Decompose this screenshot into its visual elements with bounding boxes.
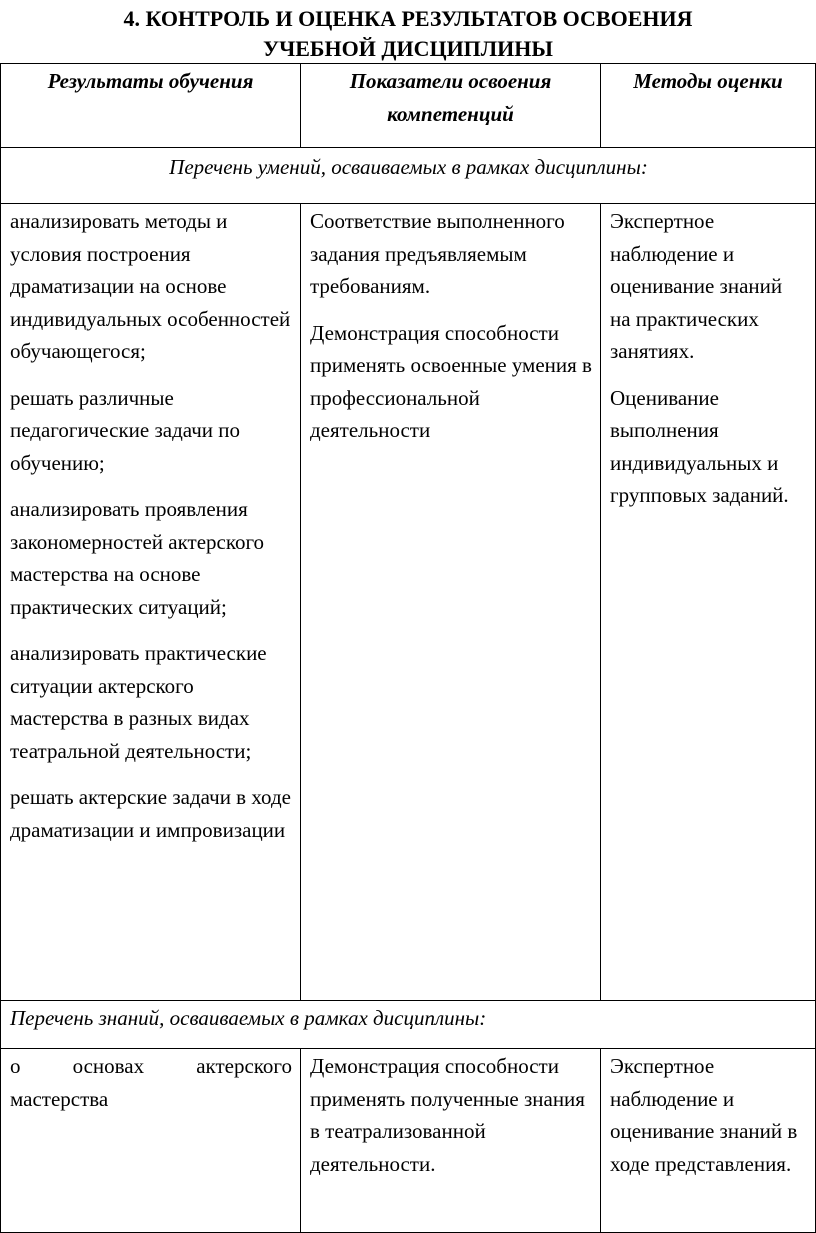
method-item: Экспертное наблюдение и оценивание знаний на практических занятиях. [610,209,783,363]
header-indicators: Показатели освоения компетенций [301,64,601,148]
section-title-knowledge: Перечень знаний, осваиваемых в рамках дисциплины: [1,1001,816,1049]
indicator-item: Демонстрация способности применять полученные знания в театрализованной деятельности. [310,1054,585,1176]
header-methods: Методы оценки [601,64,816,148]
document-title [0,0,816,64]
document-title-line-2: УЧЕБНОЙ ДИСЦИПЛИНЫ [262,36,554,61]
document-title-line-1: 4. КОНТРОЛЬ И ОЦЕНКА РЕЗУЛЬТАТОВ ОСВОЕНИЯ [123,6,693,31]
skill-item: решать различные педагогические задачи по обучению; [10,385,241,475]
skill-item: решать актерские задачи в ходе драматизации и импровизации [10,785,291,842]
skill-item: анализировать методы и условия построения драматизации на основе индивидуальных особенностей обучающегося; [10,209,291,363]
skill-item: анализировать проявления закономерностей актерского мастерства на основе практических ситуаций; [10,497,265,619]
indicator-item: Соответствие выполненного задания предъявляемым требованиям. [310,209,565,298]
table-row [1,1049,816,1233]
method-item: Экспертное наблюдение и оценивание знаний в ходе представления. [610,1054,798,1176]
section-row-knowledge [1,1001,816,1049]
table-row [1,204,816,1001]
knowledge-methods-cell [601,1049,816,1233]
table-header-row [1,64,816,148]
knowledge-item: о основах актерского мастерства [10,1054,292,1111]
skill-item: анализировать практические ситуации актерского мастерства в разных видах театральной деятельности; [10,641,267,763]
method-item: Оценивание выполнения индивидуальных и групповых заданий. [610,385,789,507]
indicator-item: Демонстрация способности применять освоенные умения в профессиональной деятельности [310,320,592,442]
knowledge-results-cell [1,1049,301,1233]
skills-results-cell [1,204,301,1001]
section-title-skills: Перечень умений, осваиваемых в рамках дисциплины: [1,148,816,204]
section-row-skills [1,148,816,204]
knowledge-indicators-cell [301,1049,601,1233]
header-results: Результаты обучения [1,64,301,148]
skills-methods-cell [601,204,816,1001]
skills-indicators-cell [301,204,601,1001]
assessment-table [0,63,816,1233]
